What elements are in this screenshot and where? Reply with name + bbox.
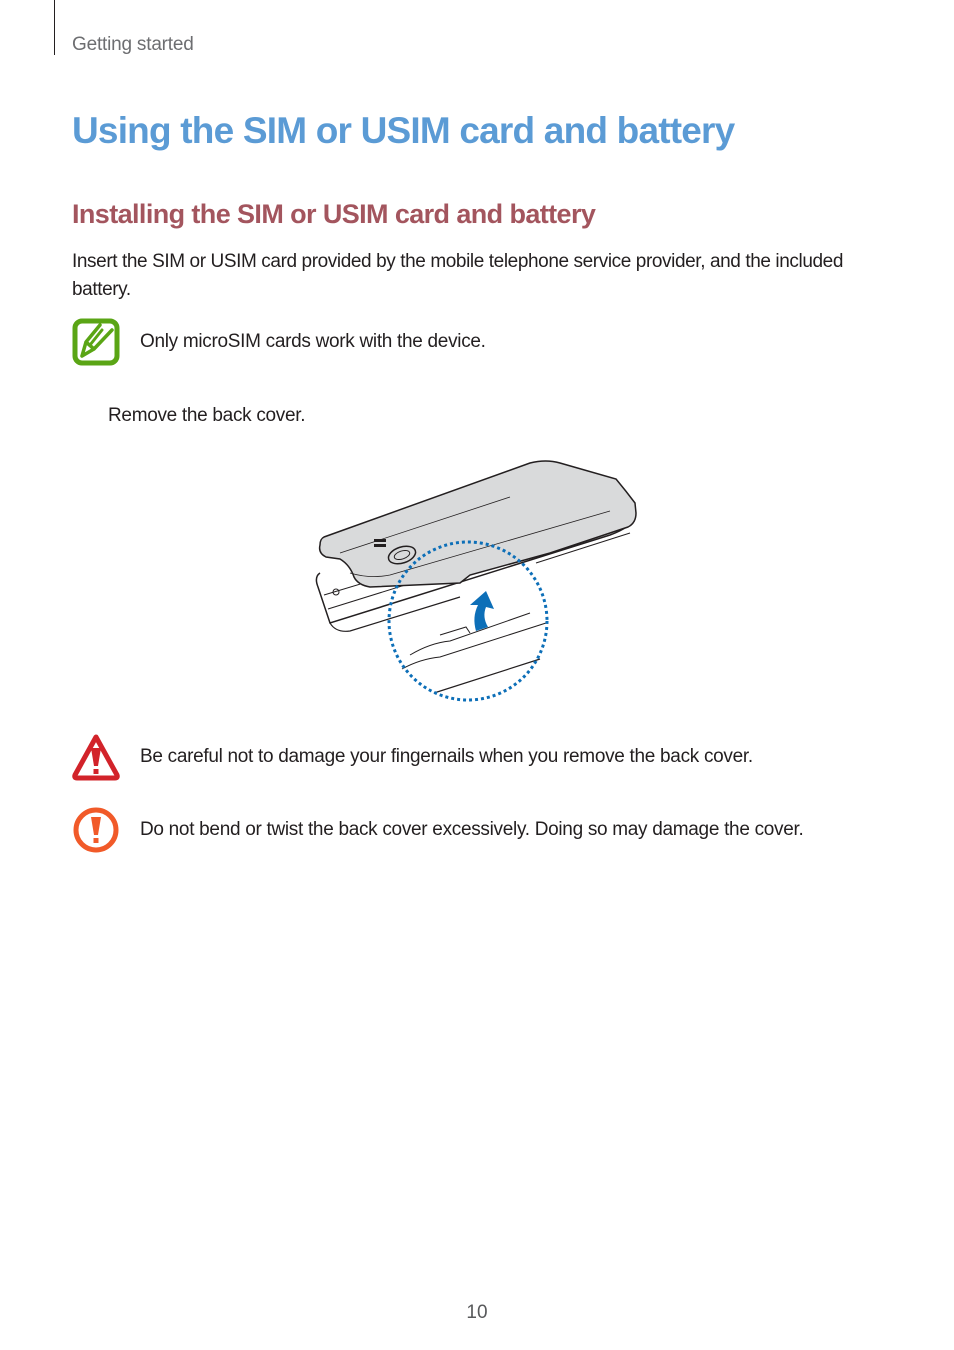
note-text: Only microSIM cards work with the device. (140, 331, 486, 352)
section-label: Getting started (72, 34, 194, 55)
page-title: Using the SIM or USIM card and battery (72, 110, 735, 151)
warning-callout (72, 733, 753, 781)
note-pencil-icon (72, 318, 120, 366)
intro-paragraph: Insert the SIM or USIM card provided by the mobile telephone service provider, and the included battery. (72, 251, 843, 300)
step-text: Remove the back cover. (108, 405, 306, 426)
subsection-title: Installing the SIM or USIM card and battery (72, 199, 596, 229)
page-number: 10 (466, 1302, 488, 1323)
caution-circle-icon (72, 806, 120, 854)
warning-text: Be careful not to damage your fingernails when you remove the back cover. (140, 746, 753, 767)
warning-triangle-icon (72, 733, 120, 781)
back-cover-removal-illustration (310, 455, 650, 710)
step-1 (72, 405, 305, 427)
margin-rule (54, 0, 55, 55)
note-callout (72, 318, 486, 366)
caution-callout (72, 806, 803, 854)
step-number: 1 (72, 405, 83, 426)
caution-text: Do not bend or twist the back cover excessively. Doing so may damage the cover. (140, 819, 804, 840)
